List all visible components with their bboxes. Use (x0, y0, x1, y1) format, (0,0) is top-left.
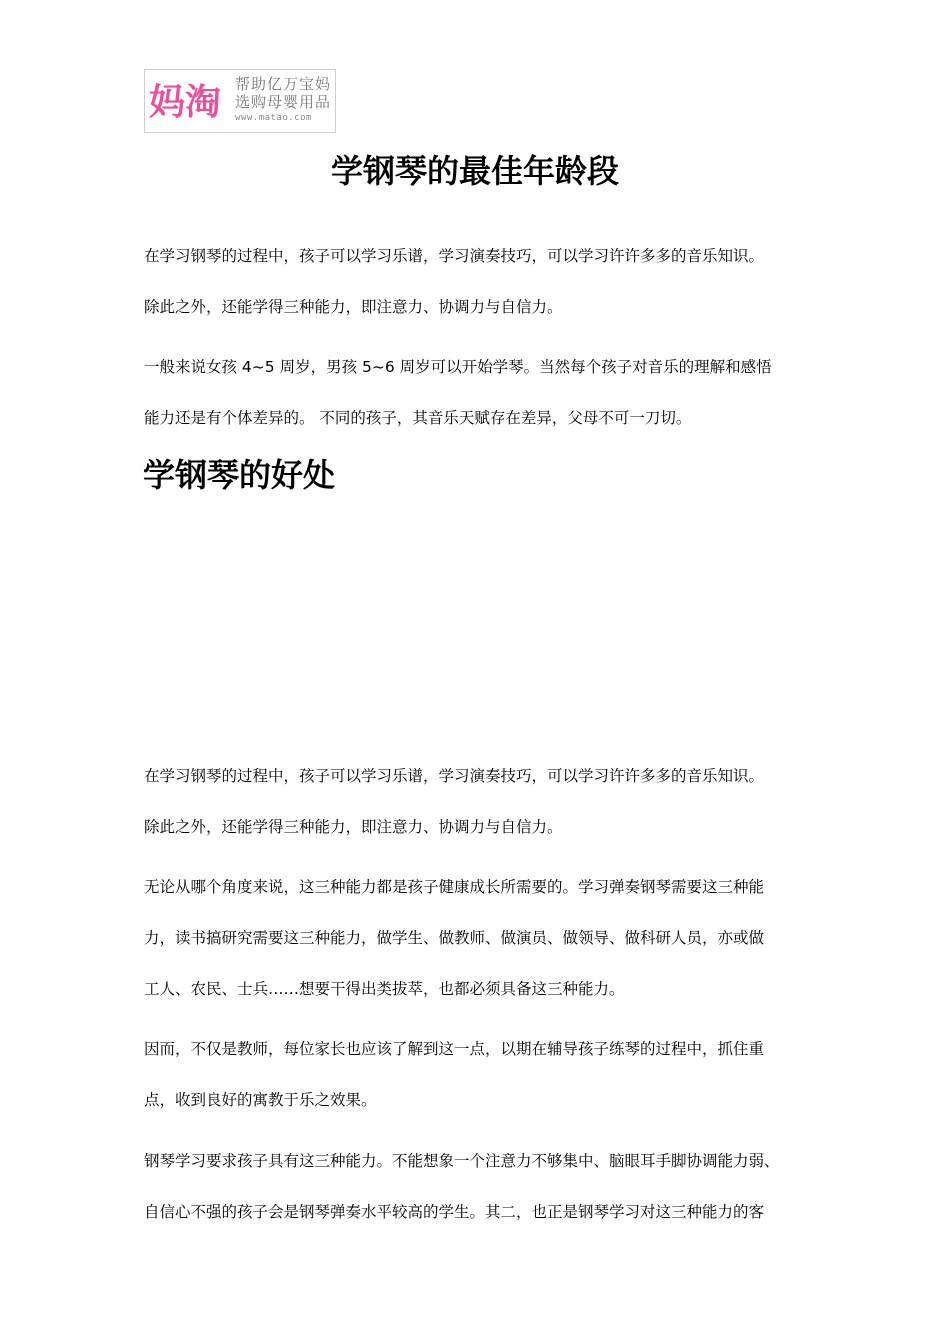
body-paragraph-3 (144, 1024, 816, 1126)
paragraph-line: 在学习钢琴的过程中，孩子可以学习乐谱，学习演奏技巧，可以学习许许多多的音乐知识。 (144, 247, 765, 265)
logo-slogan-line1: 帮助亿万宝妈 (235, 75, 332, 93)
paragraph-line: 除此之外，还能学得三种能力，即注意力、协调力与自信力。 (144, 298, 563, 316)
paragraph-line: 因而，不仅是教师，每位家长也应该了解到这一点，以期在辅导孩子练琴的过程中，抓住重 (144, 1040, 765, 1058)
paragraph-line: 点，收到良好的寓教于乐之效果。 (144, 1091, 377, 1109)
paragraph-line: 工人、农民、士兵……想要干得出类拔萃，也都必须具备这三种能力。 (144, 980, 625, 998)
paragraph-line: 钢琴学习要求孩子具有这三种能力。不能想象一个注意力不够集中、脑眼耳手脚协调能力弱、 (144, 1152, 780, 1170)
section-heading: 学钢琴的好处 (143, 456, 336, 494)
matao-logo-mark (145, 70, 233, 132)
logo-slogan-line2: 选购母婴用品 (235, 93, 332, 111)
intro-paragraph-2 (144, 342, 816, 444)
logo-mark-text: 妈淘 (149, 82, 222, 123)
page-title: 学钢琴的最佳年龄段 (330, 152, 619, 190)
paragraph-line: 在学习钢琴的过程中，孩子可以学习乐谱，学习演奏技巧，可以学习许许多多的音乐知识。 (144, 767, 765, 785)
paragraph-line: 力，读书搞研究需要这三种能力，做学生、做教师、做演员、做领导、做科研人员，亦或做 (144, 929, 765, 947)
body-paragraph-1 (144, 751, 816, 853)
intro-paragraph-1 (144, 231, 816, 333)
body-paragraph-2 (144, 862, 816, 1015)
paragraph-line: 自信心不强的孩子会是钢琴弹奏水平较高的学生。其二，也正是钢琴学习对这三种能力的客 (144, 1203, 765, 1221)
logo-slogan (235, 75, 335, 124)
logo-url: www.matao.com (235, 113, 312, 123)
paragraph-line: 无论从哪个角度来说，这三种能力都是孩子健康成长所需要的。学习弹奏钢琴需要这三种能 (144, 878, 765, 896)
paragraph-line: 除此之外，还能学得三种能力，即注意力、协调力与自信力。 (144, 818, 563, 836)
paragraph-line: 一般来说女孩 4~5 周岁，男孩 5~6 周岁可以开始学琴。当然每个孩子对音乐的理解和感悟 (144, 358, 772, 376)
site-logo[interactable] (144, 69, 336, 133)
paragraph-line: 能力还是有个体差异的。 不同的孩子，其音乐天赋存在差异，父母不可一刀切。 (144, 409, 692, 427)
body-paragraph-4 (144, 1136, 816, 1238)
